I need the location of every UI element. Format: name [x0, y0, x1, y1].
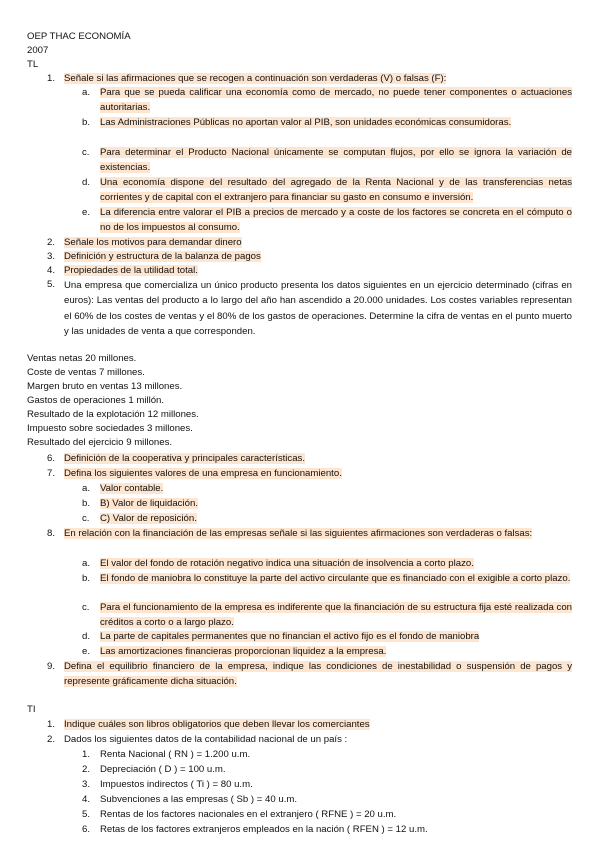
- q3-text: Definición y estructura de la balanza de pagos: [64, 251, 261, 262]
- q9-text: Defina el equilibrio financiero de la empresa, indique las condiciones de inestabilidad o suspensión de pagos y represente gráficamente dicha situación.: [64, 661, 572, 687]
- q8c-letter: c.: [82, 602, 90, 613]
- q1-number: 1.: [47, 73, 56, 84]
- q1d-text: Una economía dispone del resultado del agregado de la Renta Nacional y de las transferencias netas corrientes y de capital con el extranjero para financiar su gasto en consumo e inversión.: [100, 177, 572, 203]
- ti-q2-item: Impuestos indirectos ( Ti ) = 80 u.m.: [100, 779, 253, 790]
- q2-number: 2.: [47, 237, 56, 248]
- q8b-text: El fondo de maniobra lo constituye la parte del activo circulante que es financiado con el exigible a corto plazo.: [100, 573, 571, 584]
- q5-text: Una empresa que comercializa un único producto presenta los datos siguientes en un ejercicio determinado (cifras en euros): Las ventas del producto a lo largo del año han ascendido a 20.000 unidades. Los costes variables representan el 60% de los costes de ventas y el 80% de los gastos de operaciones. Determine la cifra de ventas en el punto muerto y las unidades de venta a que corresponden.: [64, 280, 572, 338]
- section-tl-heading: TL: [27, 59, 39, 70]
- doc-year: 2007: [27, 45, 49, 56]
- q8b-letter: b.: [82, 573, 91, 584]
- q1e-letter: e.: [82, 207, 91, 218]
- data-line: Coste de ventas 7 millones.: [27, 367, 145, 378]
- data-line: Resultado del ejercicio 9 millones.: [27, 437, 173, 448]
- q8e-text: Las amortizaciones financieras proporcionan liquidez a la empresa.: [100, 646, 387, 657]
- q9-number: 9.: [47, 661, 56, 672]
- q8-text: En relación con la financiación de las empresas señale si las siguientes afirmaciones son verdaderas o falsas:: [64, 528, 533, 539]
- ti-q2-item-number: 2.: [82, 764, 91, 775]
- q1-text: [64, 72, 446, 85]
- q4-number: 4.: [47, 265, 56, 276]
- q1b-text: Las Administraciones Públicas no aportan valor al PIB, son unidades económicas consumidoras.: [100, 117, 512, 128]
- data-line: Resultado de la explotación 12 millones.: [27, 409, 199, 420]
- q1e-text: La diferencia entre valorar el PIB a precios de mercado y a coste de los factores se concreta en el cómputo o no de los impuestos al consumo.: [100, 207, 572, 233]
- ti-q2-item-number: 5.: [82, 809, 91, 820]
- q2-text: Señale los motivos para demandar dinero: [64, 237, 242, 248]
- ti-q1-number: 1.: [47, 719, 56, 730]
- q5-number: 5.: [47, 279, 56, 290]
- ti-q2-item-number: 6.: [82, 824, 91, 835]
- ti-q2-item: Rentas de los factores nacionales en el extranjero ( RFNE ) = 20 u.m.: [100, 809, 397, 820]
- q1a-text: Para que se pueda calificar una economía como de mercado, no puede tener componentes o actuaciones autoritarias.: [100, 87, 572, 113]
- ti-q2-item-number: 4.: [82, 794, 91, 805]
- data-line: Impuesto sobre sociedades 3 millones.: [27, 423, 193, 434]
- data-line: Ventas netas 20 millones.: [27, 353, 137, 364]
- q1a-letter: a.: [82, 87, 91, 98]
- q1c-letter: c.: [82, 147, 90, 158]
- q8c-text: Para el funcionamiento de la empresa es indiferente que la financiación de su estructura fija esté realizada con créditos a corto o a largo plazo.: [100, 602, 572, 628]
- q8d-text: La parte de capitales permanentes que no financian el activo fijo es el fondo de maniobra: [100, 631, 480, 642]
- q6-text: Definición de la cooperativa y principales características.: [64, 453, 306, 464]
- ti-q2-item-number: 1.: [82, 749, 91, 760]
- q7b-text: B) Valor de liquidación.: [100, 498, 198, 509]
- q4-text: Propiedades de la utilidad total.: [64, 265, 198, 276]
- q7a-text: Valor contable.: [100, 483, 164, 494]
- q8e-letter: e.: [82, 646, 91, 657]
- q8-number: 8.: [47, 528, 56, 539]
- q7b-letter: b.: [82, 498, 91, 509]
- data-line: Margen bruto en ventas 13 millones.: [27, 381, 183, 392]
- ti-q2-item: Subvenciones a las empresas ( Sb ) = 40 u.m.: [100, 794, 298, 805]
- q6-number: 6.: [47, 453, 56, 464]
- q1d-letter: d.: [82, 177, 91, 188]
- q1b-letter: b.: [82, 117, 91, 128]
- ti-q2-number: 2.: [47, 734, 56, 745]
- q8d-letter: d.: [82, 631, 91, 642]
- doc-title: OEP THAC ECONOMÍA: [27, 31, 131, 42]
- data-line: Gastos de operaciones 1 millón.: [27, 395, 165, 406]
- q7-text: Defina los siguientes valores de una empresa en funcionamiento.: [64, 468, 342, 479]
- q7a-letter: a.: [82, 483, 91, 494]
- q1-text-content: Señale si las afirmaciones que se recogen a continuación son verdaderas (V) o falsas (F):: [64, 73, 447, 84]
- section-ti-heading: TI: [27, 704, 36, 715]
- q3-number: 3.: [47, 251, 56, 262]
- ti-q2-text: Dados los siguientes datos de la contabilidad nacional de un país :: [64, 734, 348, 745]
- q8a-letter: a.: [82, 558, 91, 569]
- q7c-text: C) Valor de reposición.: [100, 513, 197, 524]
- ti-q1-text: Indique cuáles son libros obligatorios que deben llevar los comerciantes: [64, 719, 370, 730]
- ti-q2-item: Retas de los factores extranjeros empleados en la nación ( RFEN ) = 12 u.m.: [100, 824, 428, 835]
- q1c-text: Para determinar el Producto Nacional únicamente se computan flujos, por ello se ignora la variación de existencias.: [100, 147, 572, 173]
- ti-q2-item: Renta Nacional ( RN ) = 1.200 u.m.: [100, 749, 251, 760]
- q7c-letter: c.: [82, 513, 90, 524]
- ti-q2-item-number: 3.: [82, 779, 91, 790]
- q7-number: 7.: [47, 468, 56, 479]
- q8a-text: El valor del fondo de rotación negativo indica una situación de insolvencia a corto plazo.: [100, 558, 474, 569]
- ti-q2-item: Depreciación ( D ) = 100 u.m.: [100, 764, 226, 775]
